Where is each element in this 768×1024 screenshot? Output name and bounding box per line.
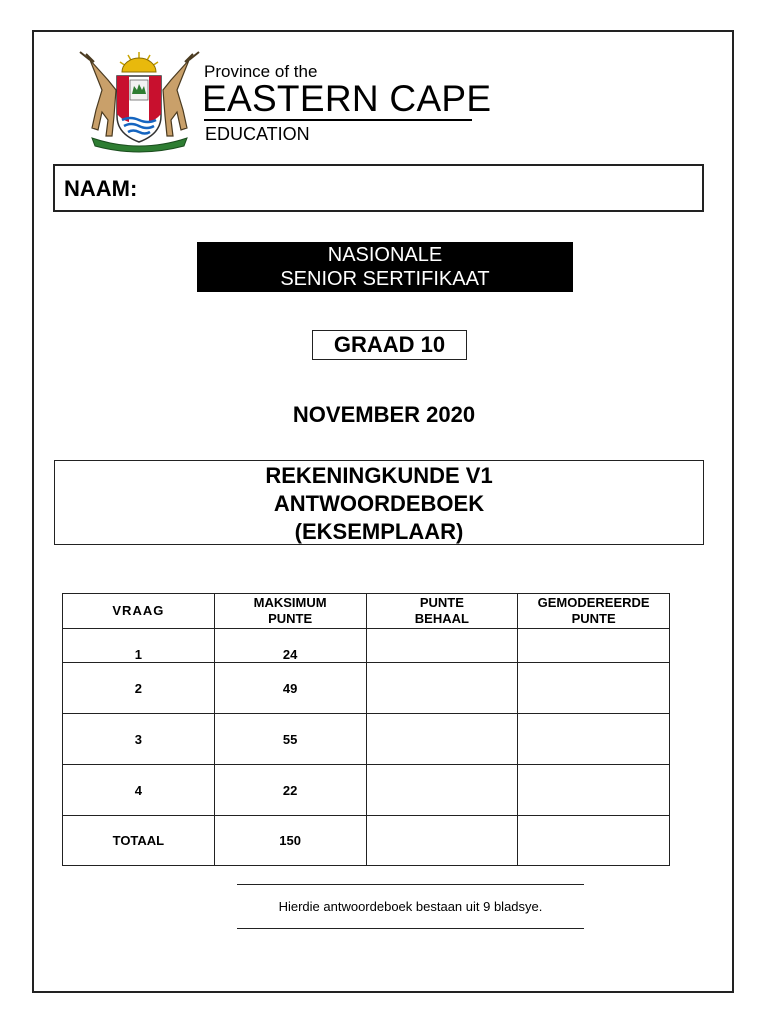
marks-obtained-cell[interactable]	[366, 765, 518, 816]
table-row	[63, 714, 670, 765]
header-moderated-line-2: PUNTE	[571, 611, 616, 626]
header-obtained-line-1: PUNTE	[419, 595, 464, 610]
question-number: 3	[63, 714, 215, 765]
question-number: 4	[63, 765, 215, 816]
marks-table	[62, 593, 670, 866]
total-obtained-cell[interactable]	[366, 816, 518, 866]
marks-table-header	[63, 594, 670, 629]
certificate-banner	[197, 242, 573, 292]
total-moderated-cell[interactable]	[518, 816, 670, 866]
table-row	[63, 765, 670, 816]
name-field[interactable]	[53, 164, 704, 212]
name-field-label: NAAM:	[64, 176, 138, 201]
header-moderated-marks	[518, 594, 670, 629]
max-marks: 49	[214, 663, 366, 714]
footer-top-rule	[237, 884, 584, 885]
max-marks: 22	[214, 765, 366, 816]
subject-title-box	[54, 460, 704, 545]
coat-of-arms-logo	[72, 50, 207, 154]
question-number: 2	[63, 663, 215, 714]
marks-obtained-cell[interactable]	[366, 663, 518, 714]
footer-bottom-rule	[237, 928, 584, 929]
header-max-marks	[214, 594, 366, 629]
exam-date: NOVEMBER 2020	[292, 402, 476, 427]
table-row-total	[63, 816, 670, 866]
header-obtained-line-2: BEHAAL	[414, 611, 469, 626]
header-max-line-1: MAKSIMUM	[253, 595, 327, 610]
certificate-line-1: NASIONALE	[327, 244, 443, 266]
province-of-label: Province of the	[204, 62, 318, 81]
header-question: VRAAG	[63, 594, 215, 629]
department-label: EDUCATION	[205, 124, 310, 144]
moderated-marks-cell[interactable]	[518, 629, 670, 663]
table-row	[63, 629, 670, 663]
max-marks: 24	[214, 629, 366, 663]
header-max-line-2: PUNTE	[268, 611, 313, 626]
marks-obtained-cell[interactable]	[366, 714, 518, 765]
question-number: 1	[63, 629, 215, 663]
marks-obtained-cell[interactable]	[366, 629, 518, 663]
table-row	[63, 663, 670, 714]
header-marks-obtained	[366, 594, 518, 629]
max-marks: 55	[214, 714, 366, 765]
moderated-marks-cell[interactable]	[518, 765, 670, 816]
header-moderated-line-1: GEMODEREERDE	[537, 595, 650, 610]
moderated-marks-cell[interactable]	[518, 714, 670, 765]
total-label: TOTAAL	[63, 816, 215, 866]
header-underline	[204, 119, 472, 121]
province-name: EASTERN CAPE	[202, 78, 492, 119]
page-count-note: Hierdie antwoordeboek bestaan uit 9 bladsye.	[278, 899, 543, 914]
subject-line-1: REKENINGKUNDE V1	[265, 463, 493, 488]
total-max-marks: 150	[214, 816, 366, 866]
moderated-marks-cell[interactable]	[518, 663, 670, 714]
certificate-line-2: SENIOR SERTIFIKAAT	[280, 268, 490, 290]
subject-line-2: ANTWOORDEBOEK	[273, 491, 485, 516]
subject-line-3: (EKSEMPLAAR)	[294, 519, 464, 544]
grade-label: GRAAD 10	[312, 330, 467, 360]
